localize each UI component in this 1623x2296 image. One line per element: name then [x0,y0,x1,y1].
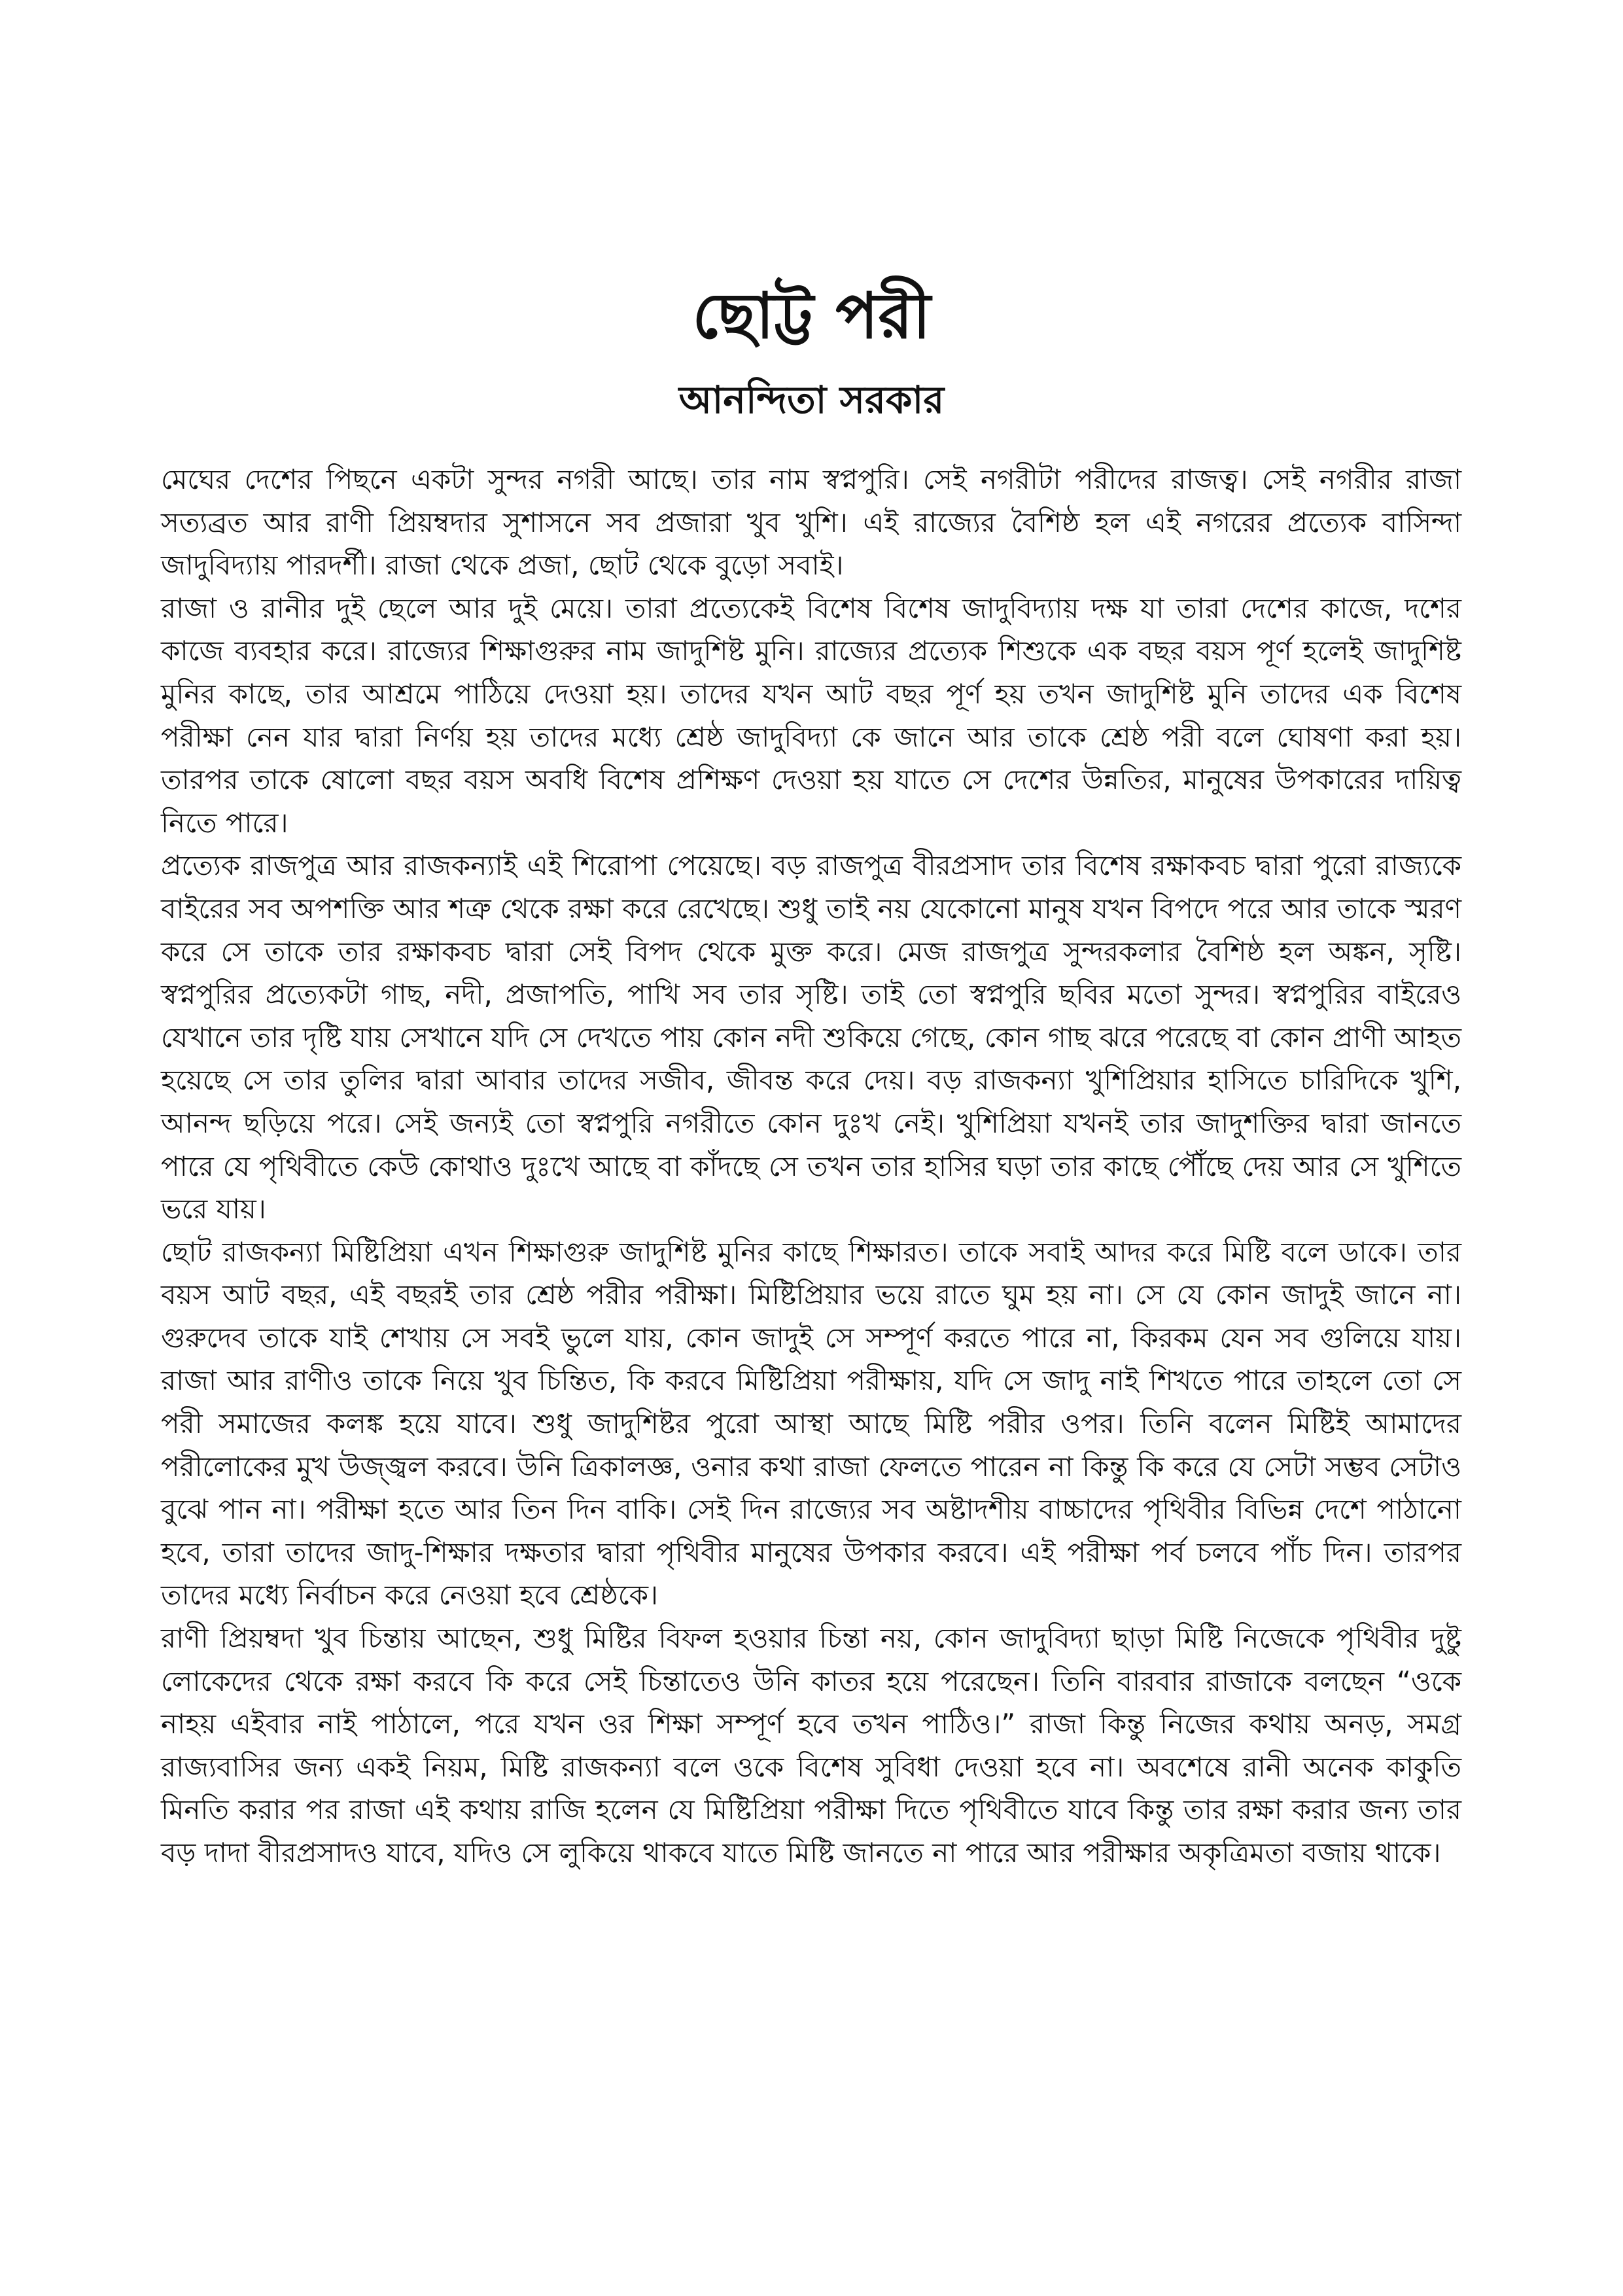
paragraph: রাণী প্রিয়ম্বদা খুব চিন্তায় আছেন, শুধু মিষ্টির বিফল হওয়ার চিন্তা নয়, কোন জাদুবিদ্যা ছাড়া মিষ্টি নিজেকে পৃথিবীর দুষ্টু লোকেদের থেকে রক্ষা করবে কি করে সেই চিন্তাতেও উনি কাতর হয়ে পরেছেন। তিনি বারবার রাজাকে বলছেন “ওকে নাহয় এইবার নাই পাঠালে, পরে যখন ওর শিক্ষা সম্পূর্ণ হবে তখন পাঠিও।” রাজা কিন্তু নিজের কথায় অনড়, সমগ্র রাজ্যবাসির জন্য একই নিয়ম, মিষ্টি রাজকন্যা বলে ওকে বিশেষ সুবিধা দেওয়া হবে না। অবশেষে রানী অনেক কাকুতি মিনতি করার পর রাজা এই কথায় রাজি হলেন যে মিষ্টিপ্রিয়া পরীক্ষা দিতে পৃথিবীতে যাবে কিন্তু তার রক্ষা করার জন্য তার বড় দাদা বীরপ্রসাদও যাবে, যদিও সে লুকিয়ে থাকবে যাতে মিষ্টি জানতে না পারে আর পরীক্ষার অকৃত্রিমতা বজায় থাকে। [161,1622,1461,1869]
story-body [161,458,1461,1875]
story-title: ছোট্ট পরী [692,279,931,353]
paragraph: ছোট রাজকন্যা মিষ্টিপ্রিয়া এখন শিক্ষাগুরু জাদুশিষ্ট মুনির কাছে শিক্ষারত। তাকে সবাই আদর করে মিষ্টি বলে ডাকে। তার বয়স আট বছর, এই বছরই তার শ্রেষ্ঠ পরীর পরীক্ষা। মিষ্টিপ্রিয়ার ভয়ে রাতে ঘুম হয় না। সে যে কোন জাদুই জানে না। গুরুদেব তাকে যাই শেখায় সে সবই ভুলে যায়, কোন জাদুই সে সম্পূর্ণ করতে পারে না, কিরকম যেন সব গুলিয়ে যায়। রাজা আর রাণীও তাকে নিয়ে খুব চিন্তিত, কি করবে মিষ্টিপ্রিয়া পরীক্ষায়, যদি সে জাদু নাই শিখতে পারে তাহলে তো সে পরী সমাজের কলঙ্ক হয়ে যাবে। শুধু জাদুশিষ্টর পুরো আস্থা আছে মিষ্টি পরীর ওপর। তিনি বলেন মিষ্টিই আমাদের পরীলোকের মুখ উজ্জ্বল করবে। উনি ত্রিকালজ্ঞ, ওনার কথা রাজা ফেলতে পারেন না কিন্তু কি করে যে সেটা সম্ভব সেটাও বুঝে পান না। পরীক্ষা হতে আর তিন দিন বাকি। সেই দিন রাজ্যের সব অষ্টাদশীয় বাচ্চাদের পৃথিবীর বিভিন্ন দেশে পাঠানো হবে, তারা তাদের জাদু-শিক্ষার দক্ষতার দ্বারা পৃথিবীর মানুষের উপকার করবে। এই পরীক্ষা পর্ব চলবে পাঁচ দিন। তারপর তাদের মধ্যে নির্বাচন করে নেওয়া হবে শ্রেষ্ঠকে। [161,1235,1461,1612]
paragraph: মেঘের দেশের পিছনে একটা সুন্দর নগরী আছে। তার নাম স্বপ্নপুরি। সেই নগরীটা পরীদের রাজত্ব। সেই নগরীর রাজা সত্যব্রত আর রাণী প্রিয়ম্বদার সুশাসনে সব প্রজারা খুব খুশি। এই রাজ্যের বৈশিষ্ঠ হল এই নগরের প্রত্যেক বাসিন্দা জাদুবিদ্যায় পারদর্শী। রাজা থেকে প্রজা, ছোট থেকে বুড়ো সবাই। [161,463,1461,582]
paragraph: রাজা ও রানীর দুই ছেলে আর দুই মেয়ে। তারা প্রত্যেকেই বিশেষ বিশেষ জাদুবিদ্যায় দক্ষ যা তারা দেশের কাজে, দশের কাজে ব্যবহার করে। রাজ্যের শিক্ষাগুরুর নাম জাদুশিষ্ট মুনি। রাজ্যের প্রত্যেক শিশুকে এক বছর বয়স পূর্ণ হলেই জাদুশিষ্ট মুনির কাছে, তার আশ্রমে পাঠিয়ে দেওয়া হয়। তাদের যখন আট বছর পূর্ণ হয় তখন জাদুশিষ্ট মুনি তাদের এক বিশেষ পরীক্ষা নেন যার দ্বারা নির্ণয় হয় তাদের মধ্যে শ্রেষ্ঠ জাদুবিদ্যা কে জানে আর তাকে শ্রেষ্ঠ পরী বলে ঘোষণা করা হয়। তারপর তাকে ষোলো বছর বয়স অবধি বিশেষ প্রশিক্ষণ দেওয়া হয় যাতে সে দেশের উন্নতির, মানুষের উপকারের দায়িত্ব নিতে পারে। [161,592,1461,839]
author-name: আনন্দিতা সরকার [678,378,945,422]
paragraph: প্রত্যেক রাজপুত্র আর রাজকন্যাই এই শিরোপা পেয়েছে। বড় রাজপুত্র বীরপ্রসাদ তার বিশেষ রক্ষাকবচ দ্বারা পুরো রাজ্যকে বাইরের সব অপশক্তি আর শত্রু থেকে রক্ষা করে রেখেছে। শুধু তাই নয় যেকোনো মানুষ যখন বিপদে পরে আর তাকে স্মরণ করে সে তাকে তার রক্ষাকবচ দ্বারা সেই বিপদ থেকে মুক্ত করে। মেজ রাজপুত্র সুন্দরকলার বৈশিষ্ঠ হল অঙ্কন, সৃষ্টি। স্বপ্নপুরির প্রত্যেকটা গাছ, নদী, প্রজাপতি, পাখি সব তার সৃষ্টি। তাই তো স্বপ্নপুরি ছবির মতো সুন্দর। স্বপ্নপুরির বাইরেও যেখানে তার দৃষ্টি যায় সেখানে যদি সে দেখতে পায় কোন নদী শুকিয়ে গেছে, কোন গাছ ঝরে পরেছে বা কোন প্রাণী আহত হয়েছে সে তার তুলির দ্বারা আবার তাদের সজীব, জীবন্ত করে দেয়। বড় রাজকন্যা খুশিপ্রিয়ার হাসিতে চারিদিকে খুশি, আনন্দ ছড়িয়ে পরে। সেই জন্যই তো স্বপ্নপুরি নগরীতে কোন দুঃখ নেই। খুশিপ্রিয়া যখনই তার জাদুশক্তির দ্বারা জানতে পারে যে পৃথিবীতে কেউ কোথাও দুঃখে আছে বা কাঁদছে সে তখন তার হাসির ঘড়া তার কাছে পৌঁছে দেয় আর সে খুশিতে ভরে যায়। [161,849,1461,1226]
